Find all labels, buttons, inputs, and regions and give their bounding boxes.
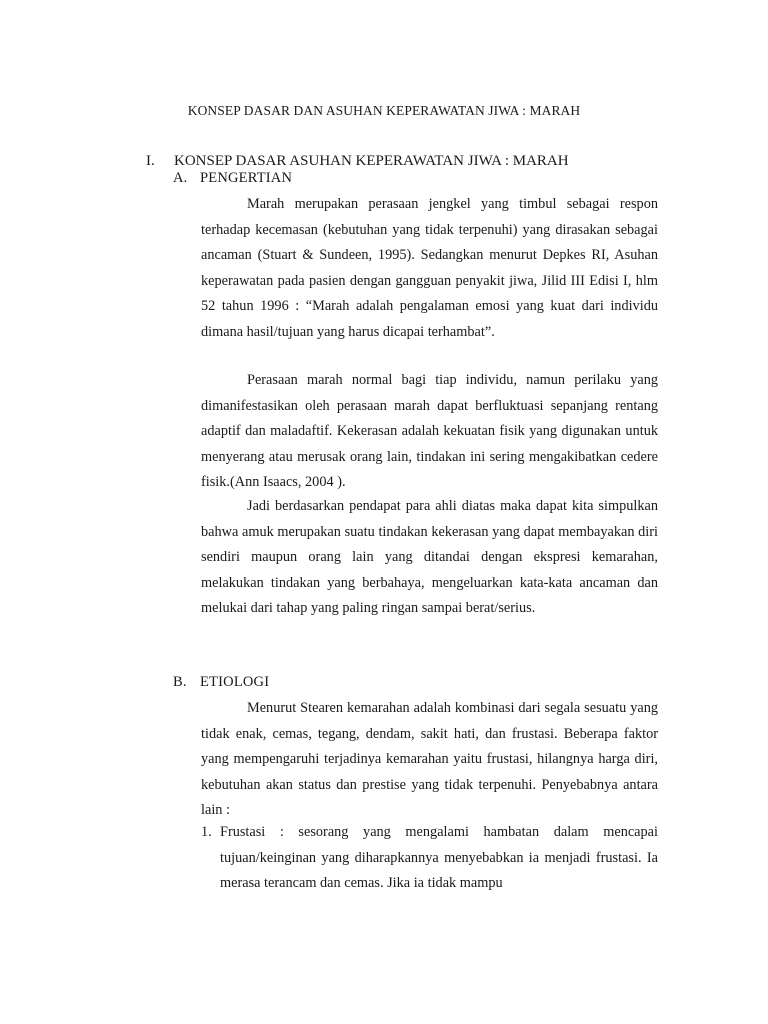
paragraph-pengertian-1: Marah merupakan perasaan jengkel yang timbul sebagai respon terhadap kecemasan (kebutuhan yang tidak terpenuhi) yang dirasakan sebagai ancaman (Stuart & Sundeen, 1995). Sedangkan menurut Depkes RI, Asuhan keperawatan pada pasien dengan gangguan penyakit jiwa, Jilid III Edisi I, hlm 52 tahun 1996 : “Marah adalah pengalaman emosi yang kuat dari individu dimana hasil/tujuan yang harus dicapai terhambat”. xyxy=(201,196,658,340)
section-number: I. xyxy=(146,153,155,169)
section-heading-text: KONSEP DASAR ASUHAN KEPERAWATAN JIWA : MARAH xyxy=(174,153,569,169)
subsection-letter: B. xyxy=(173,674,187,690)
list-number: 1. xyxy=(201,824,212,840)
paragraph-pengertian-2: Perasaan marah normal bagi tiap individu, namun perilaku yang dimanifestasikan oleh perasaan marah dapat berfluktuasi sepanjang rentang adaptif dan maladaftif. Kekerasan adalah kekuatan fisik yang digunakan untuk menyerang atau merusak orang lain, tindakan ini sering mengakibatkan cedere fisik.(Ann Isaacs, 2004 ). xyxy=(201,372,658,491)
paragraph-etiologi: Menurut Stearen kemarahan adalah kombinasi dari segala sesuatu yang tidak enak, cemas, tegang, dendam, sakit hati, dan frustasi. Beberapa faktor yang mempengaruhi terjadinya kemarahan yaitu frustasi, hilangnya harga diri, kebutuhan akan status dan prestise yang tidak terpenuhi. Penyebabnya antara lain : xyxy=(201,700,658,819)
subsection-heading-text: PENGERTIAN xyxy=(200,170,293,186)
list-item xyxy=(201,820,658,897)
subsection-heading-text: ETIOLOGI xyxy=(200,674,270,690)
document-title: KONSEP DASAR DAN ASUHAN KEPERAWATAN JIWA : MARAH xyxy=(187,103,581,118)
subsection-letter: A. xyxy=(173,170,188,186)
section-heading-1 xyxy=(146,153,569,170)
subsection-heading-a xyxy=(173,170,292,187)
list-text: Frustasi : sesorang yang mengalami hambatan dalam mencapai tujuan/keinginan yang diharapkannya menyebabkan ia menjadi frustasi. Ia merasa terancam dan cemas. Jika ia tidak mampu xyxy=(220,824,658,892)
paragraph-pengertian-3: Jadi berdasarkan pendapat para ahli diatas maka dapat kita simpulkan bahwa amuk merupakan suatu tindakan kekerasan yang dapat membayakan diri sendiri maupun orang lain yang ditandai dengan ekspresi kemarahan, melakukan tindakan yang berbahaya, mengeluarkan kata-kata ancaman dan melukai dari tahap yang paling ringan sampai berat/serius. xyxy=(201,498,658,617)
subsection-heading-b xyxy=(173,674,269,691)
